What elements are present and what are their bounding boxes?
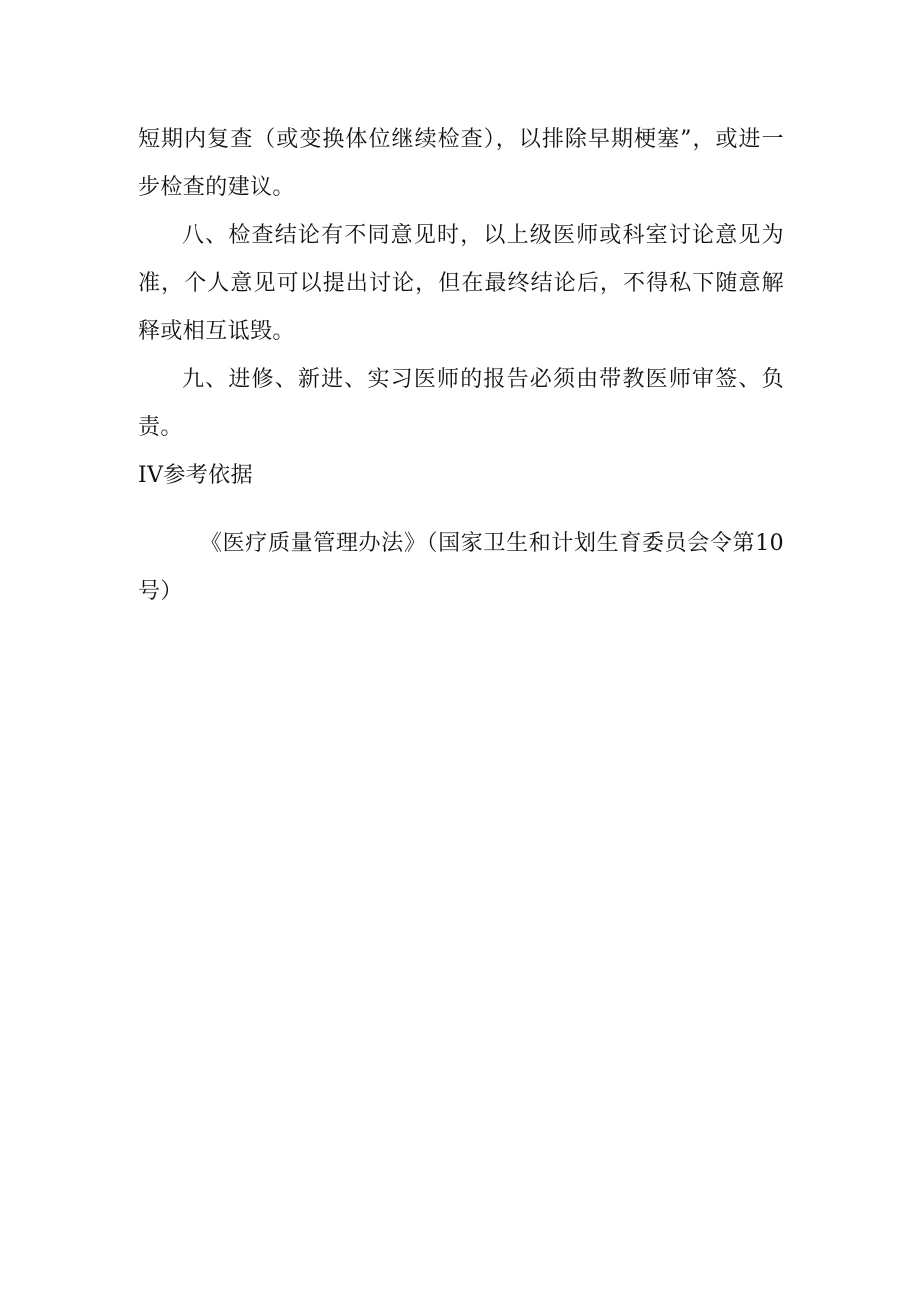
paragraph-item-9: 九、进修、新进、实习医师的报告必须由带教医师审签、负责。 bbox=[138, 367, 784, 440]
section-heading-references: IV参考依据 bbox=[138, 463, 253, 488]
paragraph-continuation: 短期内复查（或变换体位继续检查），以排除早期梗塞”，或进一步检查的建议。 bbox=[138, 127, 784, 200]
document-body bbox=[138, 116, 784, 616]
reference-citation: 《医疗质量管理办法》（国家卫生和计划生育委员会令第10号） bbox=[138, 531, 784, 604]
paragraph-item-8: 八、检查结论有不同意见时，以上级医师或科室讨论意见为准，个人意见可以提出讨论，但在最终结论后，不得私下随意解释或相互诋毁。 bbox=[138, 223, 784, 344]
